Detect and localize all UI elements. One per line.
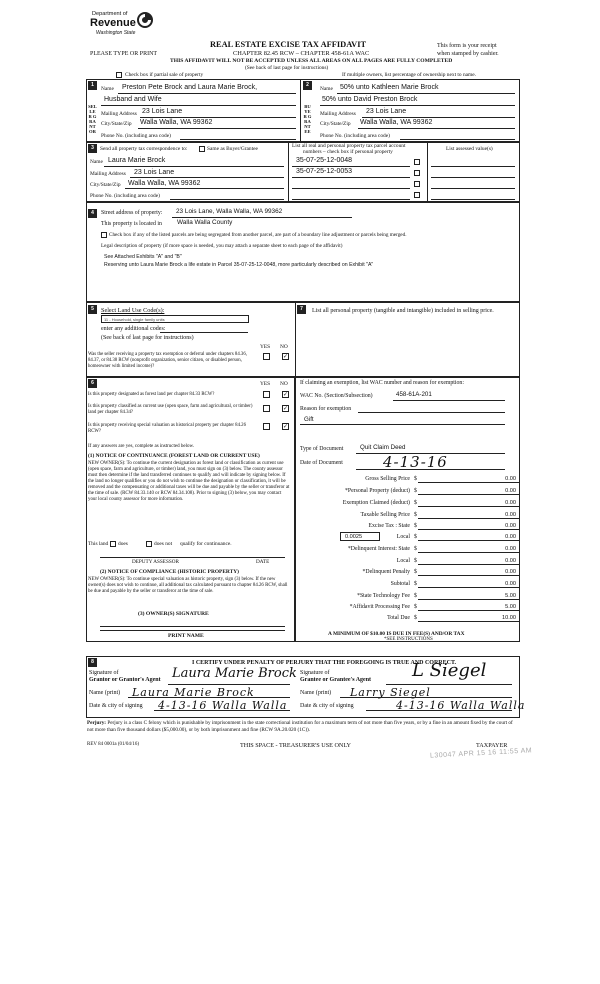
tax-row-excise-state: Excise Tax : State $ 0.00 [328, 523, 520, 533]
qualify-label: qualify for continuance. [180, 541, 232, 547]
cashier-stamp: L30047 APR 15 16 11:55 AM [429, 747, 533, 760]
seller-side-label: SELLER GRANTOR [88, 104, 97, 134]
parcel-4-personal-checkbox[interactable] [414, 192, 420, 198]
excise-state-field[interactable]: 0.00 [418, 523, 520, 530]
excise-local-field[interactable]: 0.00 [418, 534, 520, 541]
segregated-label: Check box if any of the listed parcels are being segregated from another parcel, are part of a boundary line adjustment or parcels being merged. [109, 232, 407, 238]
notice-compliance-body: NEW OWNER(S): To continue special valuation as historic property, sign (3) below. If the new owner(s) does not wish to continue, all additional tax calculated pursuant to chapter 84.26 RCW, shall be due and payable by the seller or transferor at the time of sale. [88, 577, 288, 595]
tax-city-label: City/State/Zip [90, 182, 121, 188]
certify-statement: I CERTIFY UNDER PENALTY OF PERJURY THAT THE FOREGOING IS TRUE AND CORRECT. [192, 660, 457, 666]
dor-logo-line3: Washington State [96, 30, 136, 36]
legal-description-line-1[interactable]: See Attached Exhibits "A" and "B" [104, 254, 182, 260]
grantee-date-label: Date & city of signing [300, 703, 354, 709]
subtotal-field[interactable]: 0.00 [418, 581, 520, 588]
minimum-due-note: A MINIMUM OF $10.00 IS DUE IN FEE(S) AND/OR TAX [328, 631, 465, 637]
delinquent-penalty-field[interactable]: 0.00 [418, 569, 520, 576]
street-address-field[interactable]: 23 Lois Lane, Walla Walla, WA 99362 [176, 208, 283, 215]
dor-swirl-icon [136, 10, 154, 30]
additional-codes-input[interactable] [160, 332, 248, 333]
form-revision: REV 84 0001a (01/04/16) [87, 742, 139, 747]
s5-yes-header: YES [260, 344, 271, 350]
same-as-buyer-checkbox[interactable] [199, 146, 205, 152]
s5-no-header: NO [280, 344, 288, 350]
land-use-see-back: (See back of last page for instructions) [101, 335, 194, 341]
tax-row-taxable: Taxable Selling Price $ 0.00 [328, 512, 520, 522]
grantor-date-label: Date & city of signing [89, 703, 143, 709]
dor-logo-line2: Revenue [90, 17, 136, 29]
doc-type-label: Type of Document [300, 446, 344, 452]
grantee-signature[interactable]: L Siegel [412, 660, 487, 681]
deputy-assessor-line[interactable] [100, 557, 285, 558]
s6-forest-yes-checkbox[interactable] [263, 391, 270, 398]
buyer-city-label: City/State/Zip [320, 121, 351, 127]
perjury-label: Perjury: [87, 720, 107, 726]
seller-mailing-label: Mailing Address [101, 111, 137, 117]
wac-field[interactable]: 458-61A-201 [396, 391, 432, 398]
seller-city-field[interactable]: Walla Walla, WA 99362 [140, 119, 213, 126]
notice-continuance-body: NEW OWNER(S): To continue the current designation as forest land or classification as current use (open space, farm and agriculture, or timber) land, you must sign on (3) below. The county assessor must then determine if the land transferred continues to qualify and will indicate by signing below. If the land no longer qualifies or you do not wish to continue the designation or classification, it will be removed and the compensating or additional taxes will be due and payable by the seller or transferor at the time of sale. (RCW 84.33.140 or RCW 84.34.108). Prior to signing (3) below, you may contact your local county assessor for more information. [88, 461, 290, 503]
section-7-number: 7 [297, 305, 306, 314]
land-use-label: Select Land Use Code(s): [101, 307, 165, 314]
parcel-number-2[interactable]: 35-07-25-12-0053 [296, 168, 353, 175]
tax-phone-label: Phone No. (including area code) [90, 193, 160, 199]
land-does-not-label: does not [154, 541, 173, 547]
doc-date-label: Date of Document [300, 460, 343, 466]
tax-row-total: Total Due $ 10.00 [328, 615, 520, 625]
s6-current-use-question: Is this property classified as current use (open space, farm and agricultural, or timber) land per chapter 84.34? [88, 404, 253, 415]
see-back-note: (See back of last page for instructions) [245, 65, 329, 71]
treasurer-use-label: THIS SPACE - TREASURER'S USE ONLY [240, 742, 352, 749]
seller-name-label: Name [101, 86, 114, 92]
tax-row-gross: Gross Selling Price $ 0.00 [328, 476, 520, 486]
this-land-label: This land [88, 541, 109, 547]
section-2-number: 2 [303, 81, 312, 90]
s6-historic-question: Is this property receiving special valuation as historical property per chapter 84.26 RCW? [88, 423, 246, 434]
buyer-mailing-field[interactable]: 23 Lois Lane [366, 108, 407, 115]
land-use-select[interactable] [101, 315, 249, 323]
segregated-checkbox[interactable] [101, 232, 107, 238]
buyer-phone-label: Phone No. (including area code) [320, 133, 390, 139]
form-subtitle: CHAPTER 82.45 RCW – CHAPTER 458-61A WAC [233, 50, 370, 57]
parcel-header-2: numbers – check box if personal property [303, 149, 393, 155]
grantee-sig-label-2: Grantee or Grantee's Agent [300, 677, 372, 683]
tax-row-interest-state: *Delinquent Interest: State $ 0.00 [328, 546, 520, 556]
tax-row-interest-local: Local $ 0.00 [328, 558, 520, 568]
grantor-signature[interactable]: Laura Marie Brock [172, 666, 297, 681]
perjury-text: Perjury is a class C felony which is punishable by imprisonment in the state correctional institution for a maximum term of not more than five years, or by a fine in an amount fixed by the court of not more than five thousand dollars ($5,000.00), or by both imprisonment and fine (RCW 9A.20.020 (1C)). [87, 720, 513, 733]
grantor-name-field[interactable]: Laura Marie Brock [132, 686, 255, 699]
buyer-name-field[interactable]: 50% unto Kathleen Marie Brock [340, 84, 439, 91]
gross-selling-price-field[interactable]: 0.00 [418, 476, 520, 483]
legal-description-label: Legal description of property (if more space is needed, you may attach a separate sheet to each page of the affidavit) [101, 243, 343, 249]
grantee-sig-label-1: Signature of [300, 670, 330, 676]
print-name-label: PRINT NAME [168, 633, 204, 639]
s6-forest-question: Is this property designated as forest land per chapter 84.33 RCW? [88, 392, 215, 397]
tax-row-penalty: *Delinquent Penalty $ 0.00 [328, 569, 520, 579]
doc-type-field[interactable]: Quit Claim Deed [360, 444, 406, 451]
section-4-number: 4 [88, 209, 97, 218]
buyer-city-field[interactable]: Walla Walla, WA 99362 [360, 119, 433, 126]
tax-city-field[interactable]: Walla Walla, WA 99362 [128, 180, 201, 187]
land-use-select-value: 11 - Household, single family units [104, 317, 165, 322]
section-5-number: 5 [88, 305, 97, 314]
buyer-name-field-2[interactable]: 50% unto David Preston Brock [322, 96, 418, 103]
deputy-assessor-label: DEPUTY ASSESSOR [132, 559, 179, 565]
receipt-note-1: This form is your receipt [437, 43, 497, 49]
personal-property-field[interactable]: 0.00 [418, 488, 520, 495]
see-instructions-note: *SEE INSTRUCTIONS [384, 637, 433, 642]
same-as-buyer-label: Same as Buyer/Grantee [207, 146, 258, 152]
parcel-2-personal-checkbox[interactable] [414, 170, 420, 176]
receipt-note-2: when stamped by cashier. [437, 51, 499, 57]
parcel-number-1[interactable]: 35-07-25-12-0048 [296, 157, 353, 164]
section-8-number: 8 [88, 658, 97, 667]
reason-field[interactable]: Gift [304, 416, 314, 423]
owner-signature-line[interactable] [100, 626, 285, 627]
tax-row-tech-fee: *State Technology Fee $ 5.00 [328, 593, 520, 603]
tax-row-exemption: Exemption Claimed (deduct) $ 0.00 [328, 500, 520, 510]
taxpayer-label: TAXPAYER [476, 742, 508, 749]
multiple-owners-note: If multiple owners, list percentage of ownership next to name. [342, 72, 476, 78]
total-due-field[interactable]: 10.00 [418, 615, 520, 622]
partial-sale-label: Check box if partial sale of property [125, 72, 204, 78]
tax-mailing-field[interactable]: 23 Lois Lane [134, 169, 175, 176]
notice-continuance-title: (1) NOTICE OF CONTINUANCE (FOREST LAND OR CURRENT USE) [88, 453, 260, 459]
personal-property-label: List all personal property (tangible and intangible) included in selling price. [312, 308, 494, 314]
tax-row-excise-local: Local $ 0.00 [328, 534, 520, 544]
s6-if-yes-note: If any answers are yes, complete as instructed below. [88, 444, 195, 449]
land-does-not-checkbox[interactable] [146, 541, 152, 547]
reason-label: Reason for exemption [300, 406, 352, 412]
processing-fee-field[interactable]: 5.00 [418, 604, 520, 611]
notice-compliance-title: (2) NOTICE OF COMPLIANCE (HISTORIC PROPERTY) [100, 569, 239, 575]
section-3-number: 3 [88, 144, 97, 153]
section-1-number: 1 [88, 81, 97, 90]
seller-name-field[interactable]: Preston Pete Brock and Laura Marie Brock, [122, 84, 258, 91]
land-does-checkbox[interactable] [110, 541, 116, 547]
interest-state-field[interactable]: 0.00 [418, 546, 520, 553]
grantor-date-field[interactable]: 4-13-16 Walla Walla [158, 699, 288, 712]
tax-row-processing-fee: *Affidavit Processing Fee $ 5.00 [328, 604, 520, 614]
seller-mailing-field[interactable]: 23 Lois Lane [142, 108, 183, 115]
s6-current-use-no-checkbox[interactable]: ✓ [283, 405, 289, 412]
assessed-header: List assessed value(s) [446, 146, 493, 152]
grantor-name-label: Name (print) [89, 690, 121, 696]
located-in-field[interactable]: Walla Walla County [177, 219, 233, 226]
parcel-header-1: List all real and personal property tax parcel account [292, 143, 406, 149]
tax-mailing-label: Mailing Address [90, 171, 126, 177]
s6-no-header: NO [280, 381, 288, 387]
parcel-1-personal-checkbox[interactable] [414, 159, 420, 165]
seller-phone-label: Phone No. (including area code) [101, 133, 171, 139]
doc-date-field[interactable]: 4-13-16 [383, 453, 448, 471]
additional-codes-label: enter any additional codes: [101, 326, 166, 332]
grantee-date-field[interactable]: 4-13-16 Walla Walla [396, 699, 526, 712]
tax-row-subtotal: Subtotal $ 0.00 [328, 581, 520, 591]
s6-current-use-yes-checkbox[interactable] [263, 405, 270, 412]
tax-name-field[interactable]: Laura Marie Brock [108, 157, 166, 164]
grantee-name-field[interactable]: Larry Siegel [350, 686, 431, 699]
street-address-label: Street address of property: [101, 210, 163, 216]
dor-logo-line1: Department of [92, 11, 128, 17]
section-6-box [86, 377, 295, 642]
located-in-label: This property is located in [101, 221, 162, 227]
deputy-date-label: DATE [256, 559, 270, 565]
form-warning: THIS AFFIDAVIT WILL NOT BE ACCEPTED UNLESS ALL AREAS ON ALL PAGES ARE FULLY COMPLETED [170, 58, 453, 64]
partial-sale-checkbox[interactable] [116, 72, 122, 78]
s5-exemption-question: Was the seller receiving a property tax exemption or deferral under chapters 84.36, 84.37, or 84.38 RCW (nonprofit organization, senior citizen, or disabled person, homeowner with limited income)? [88, 352, 247, 369]
buyer-mailing-label: Mailing Address [320, 111, 356, 117]
tax-name-label: Name [90, 159, 103, 165]
please-type: PLEASE TYPE OR PRINT [90, 51, 158, 57]
interest-local-field[interactable]: 0.00 [418, 558, 520, 565]
buyer-side-label: BUYER GRANTEE [303, 104, 312, 134]
exemption-header: If claiming an exemption, list WAC number and reason for exemption: [300, 380, 464, 386]
seller-city-label: City/State/Zip [101, 121, 132, 127]
grantor-sig-label-1: Signature of [89, 670, 119, 676]
send-correspondence-label: Send all property tax correspondence to: [100, 146, 188, 152]
tax-row-personal: *Personal Property (deduct) $ 0.00 [328, 488, 520, 498]
wac-label: WAC No. (Section/Subsection) [300, 393, 373, 399]
grantee-name-label: Name (print) [300, 690, 332, 696]
owner-signature-label: (3) OWNER(S) SIGNATURE [138, 611, 209, 617]
local-rate-value: 0.0025 [345, 534, 363, 540]
buyer-name-label: Name [320, 86, 333, 92]
s5-exemption-yes-checkbox[interactable] [263, 353, 270, 360]
taxable-selling-price-field[interactable]: 0.00 [418, 512, 520, 519]
s5-exemption-no-checkbox[interactable]: ✓ [283, 353, 289, 360]
perjury-notice [87, 720, 519, 734]
s6-historic-no-checkbox[interactable]: ✓ [283, 423, 289, 430]
dor-logo [90, 10, 160, 44]
print-name-line[interactable] [100, 630, 285, 631]
exemption-claimed-field[interactable]: 0.00 [418, 500, 520, 507]
parcel-3-personal-checkbox[interactable] [414, 181, 420, 187]
form-title: REAL ESTATE EXCISE TAX AFFIDAVIT [210, 40, 367, 49]
s6-historic-yes-checkbox[interactable] [263, 423, 270, 430]
seller-name-field-2[interactable]: Husband and Wife [104, 96, 162, 103]
land-does-label: does [118, 541, 128, 547]
s6-yes-header: YES [260, 381, 271, 387]
technology-fee-field[interactable]: 5.00 [418, 593, 520, 600]
legal-description-line-2[interactable]: Reserving unto Laura Marie Brock a life estate in Parcel 35-07-25-12-0048, more particularly described on Exhibit "A" [104, 262, 374, 268]
s6-forest-no-checkbox[interactable]: ✓ [283, 391, 289, 398]
section-6-number: 6 [88, 379, 97, 388]
grantor-sig-label-2: Grantor or Grantor's Agent [89, 677, 161, 683]
